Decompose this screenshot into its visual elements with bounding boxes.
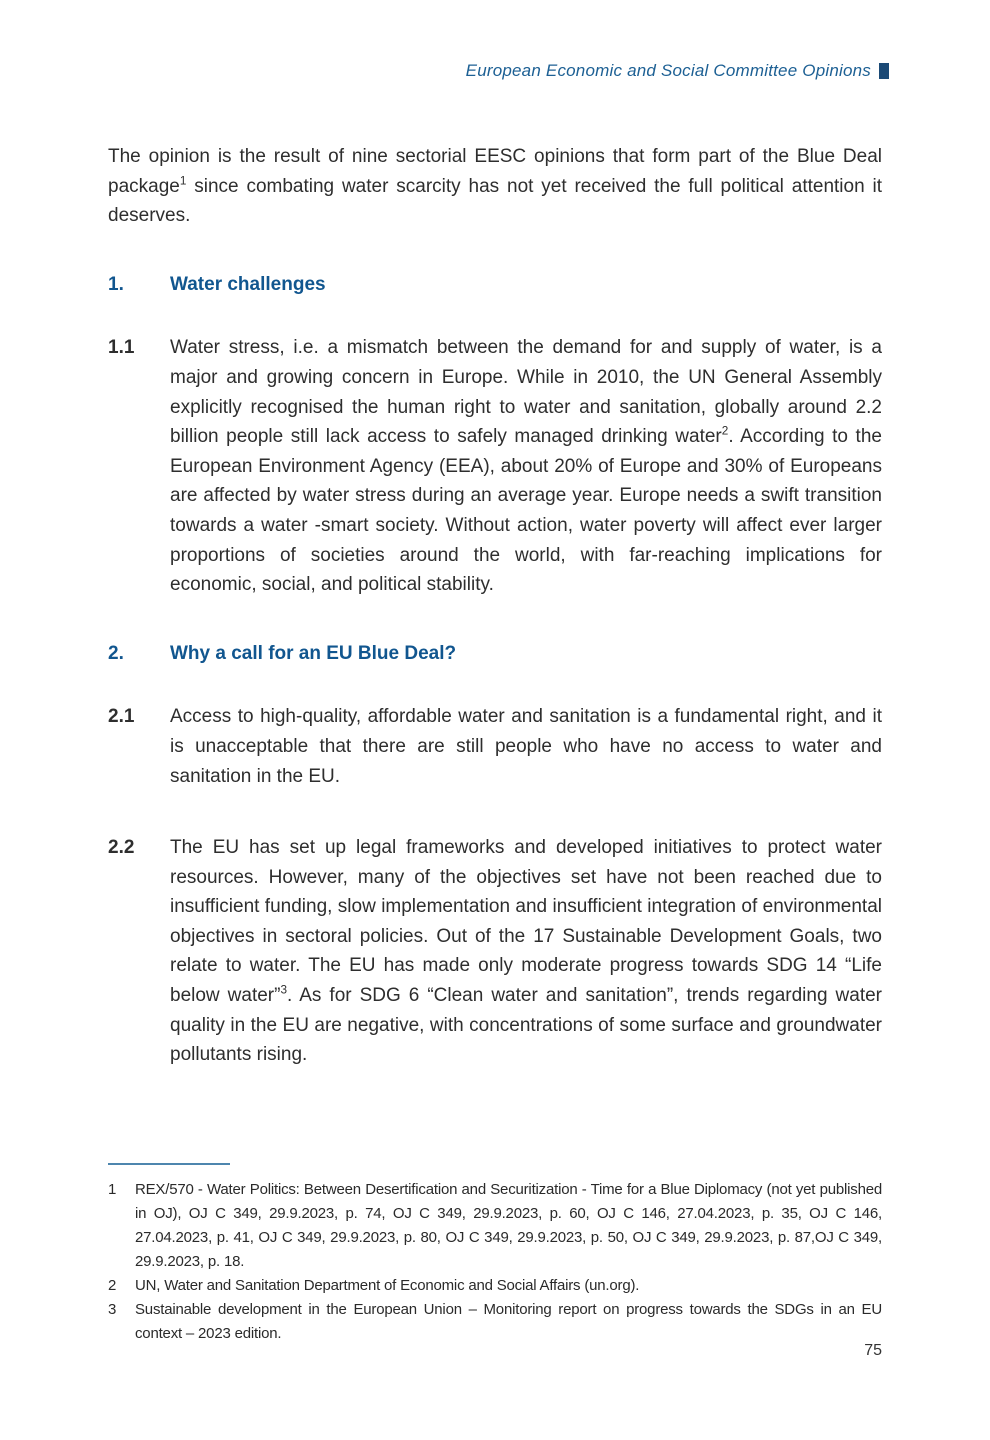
paragraph-2-2-text-b: . As for SDG 6 “Clean water and sanitation”, trends regarding water quality in the EU are negative, with concentrations of some surface and groundwater pollutants rising. (170, 985, 883, 1066)
paragraph-2-1-number: 2.1 (108, 706, 135, 728)
footnote-1-number: 1 (108, 1181, 117, 1198)
page-header (466, 61, 889, 81)
footnote-ref-1: 1 (179, 174, 187, 188)
footnote-3-text: Sustainable development in the European Union – Monitoring report on progress towards the SDGs in an EU context – 2023 edition. (135, 1301, 882, 1342)
section-1-heading (108, 270, 882, 300)
paragraph-2-1 (108, 702, 882, 791)
paragraph-2-2 (108, 833, 882, 1070)
paragraph-1-1-number: 1.1 (108, 337, 135, 359)
paragraph-2-2-number: 2.2 (108, 837, 135, 859)
intro-text-cont: since combating water scarcity has not yet received the full political attention it deserves. (108, 175, 882, 227)
footnote-ref-3: 3 (280, 983, 287, 997)
footnote-1-text: REX/570 - Water Politics: Between Desertification and Securitization - Time for a Blue Diplomacy (not yet published in OJ), OJ C 349, 29.9.2023, p. 74, OJ C 349, 29.9.2023, p. 60, OJ C 146, 27.04.2023, p. 35, OJ C 146, 27.04.2023, p. 41, OJ C 349, 29.9.2023, p. 80, OJ C 349, 29.9.2023, p. 50, OJ C 349, 29.9.2023, p. 87,OJ C 349, 29.9.2023, p. 18. (135, 1181, 882, 1270)
footnote-1 (108, 1178, 882, 1274)
footnote-2-number: 2 (108, 1277, 117, 1294)
footnote-ref-2: 2 (721, 424, 729, 438)
footnote-divider (108, 1163, 230, 1165)
footnote-2-text: UN, Water and Sanitation Department of Economic and Social Affairs (un.org). (135, 1277, 640, 1294)
paragraph-1-1-text (170, 333, 882, 599)
section-2-heading (108, 639, 882, 669)
paragraph-2-2-text (170, 833, 882, 1070)
header-title: European Economic and Social Committee Opinions (465, 61, 871, 80)
section-1-number: 1. (108, 273, 124, 295)
header-square-icon (879, 63, 889, 79)
footnotes-block (108, 1163, 882, 1346)
page-number: 75 (864, 1342, 882, 1359)
paragraph-2-1-text-a: Access to high-quality, affordable water and sanitation is a fundamental right, and it is unacceptable that there are still people who have no access to water and sanitation in the EU. (170, 706, 882, 787)
intro-paragraph (108, 142, 882, 231)
intro-text: The opinion is the result of nine sectorial EESC opinions that form part of the Blue Deal package (108, 146, 882, 197)
section-1-title: Water challenges (170, 273, 326, 295)
paragraph-1-1-text-b: . According to the European Environment Agency (EEA), about 20% of Europe and 30% of Europeans are affected by water stress during an average year. Europe needs a swift transition towards a water -smart society. Without action, water poverty will affect ever larger proportions of societies around the world, with far-reaching implications for economic, social, and political stability. (170, 426, 882, 596)
main-content (108, 142, 882, 1070)
paragraph-1-1 (108, 333, 882, 599)
footnote-3 (108, 1298, 882, 1346)
section-2-number: 2. (108, 642, 124, 664)
paragraph-2-1-text (170, 702, 882, 791)
footnote-3-number: 3 (108, 1301, 117, 1318)
paragraph-2-2-text-a: The EU has set up legal frameworks and developed initiatives to protect water resources. However, many of the objectives set have not been reached due to insufficient funding, slow implementation and insufficient integration of environmental objectives in sectoral policies. Out of the 17 Sustainable Development Goals, two relate to water. The EU has made only moderate progress towards SDG 14 “Life below water” (170, 837, 882, 1007)
section-2-title: Why a call for an EU Blue Deal? (170, 642, 457, 664)
paragraph-1-1-text-a: Water stress, i.e. a mismatch between the demand for and supply of water, is a major and growing concern in Europe. While in 2010, the UN General Assembly explicitly recognised the human right to water and sanitation, globally around 2.2 billion people still lack access to safely managed drinking water (170, 337, 882, 448)
footnote-2 (108, 1274, 882, 1298)
